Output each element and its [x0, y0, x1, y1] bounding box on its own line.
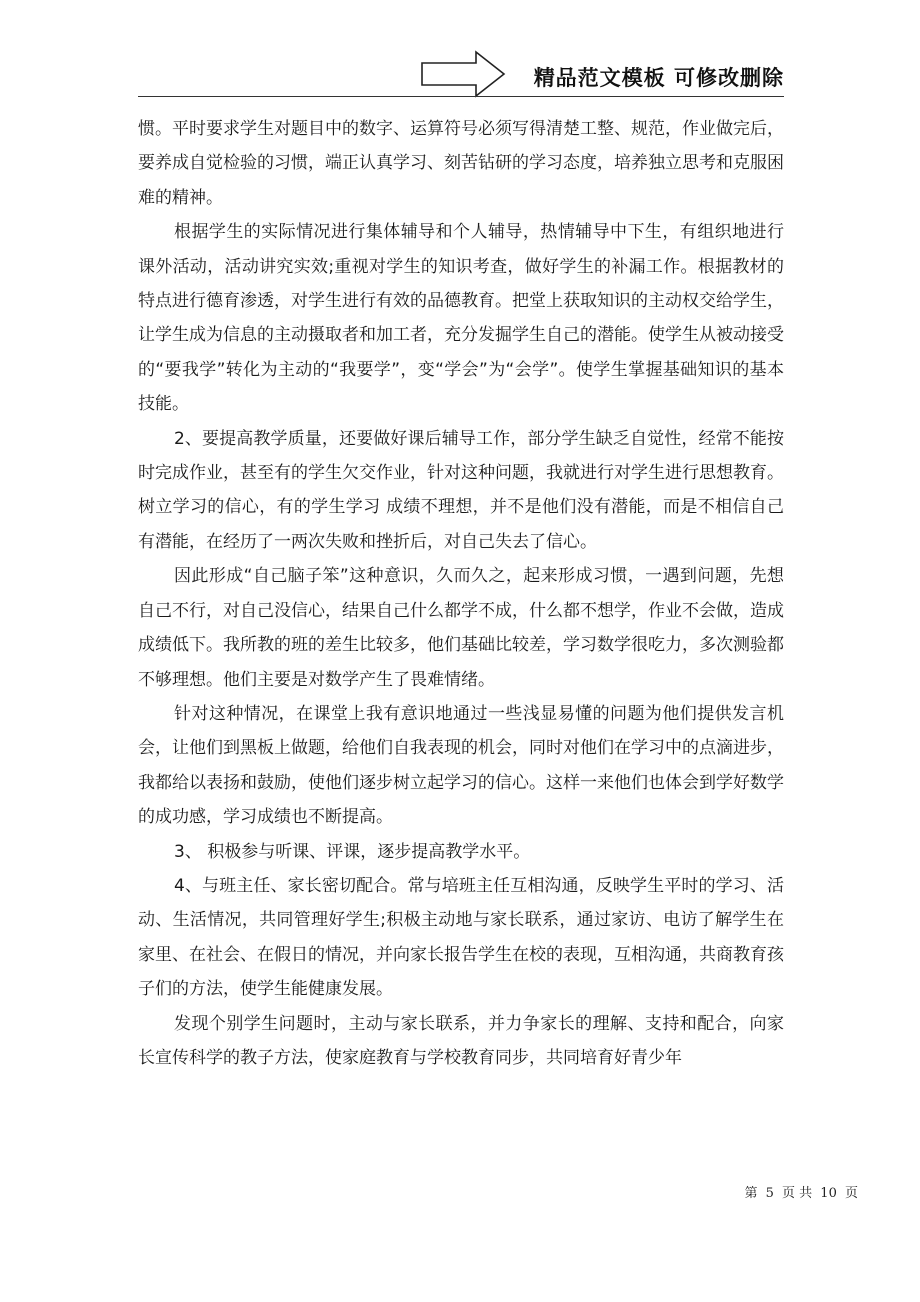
paragraph: 针对这种情况，在课堂上我有意识地通过一些浅显易懂的问题为他们提供发言机会，让他们到黑板上做题，给他们自我表现的机会，同时对他们在学习中的点滴进步，我都给以表扬和鼓励，使他们逐步树立起学习的信心。这样一来他们也体会到学好数学的成功感，学习成绩也不断提高。	[138, 703, 784, 828]
paragraph-continuation: 惯。平时要求学生对题目中的数字、运算符号必须写得清楚工整、规范，作业做完后，要养成自觉检验的习惯，端正认真学习、刻苦钻研的学习态度，培养独立思考和克服困难的精神。	[138, 119, 784, 208]
footer-middle: 页 共	[782, 1186, 813, 1201]
document-body	[138, 112, 784, 1075]
paragraph: 发现个别学生问题时，主动与家长联系，并力争家长的理解、支持和配合，向家长宣传科学的教子方法，使家庭教育与学校教育同步，共同培育好青少年	[138, 1013, 784, 1068]
page-footer	[742, 1182, 860, 1201]
header-title: 精品范文模板 可修改删除	[533, 66, 784, 90]
footer-total-pages: 10	[820, 1186, 837, 1201]
footer-page-number: 5	[765, 1186, 774, 1201]
arrow-right-icon	[420, 50, 506, 98]
paragraph: 2、要提高教学质量，还要做好课后辅导工作，部分学生缺乏自觉性，经常不能按时完成作业，甚至有的学生欠交作业，针对这种问题，我就进行对学生进行思想教育。树立学习的信心，有的学生学习 成绩不理想，并不是他们没有潜能，而是不相信自己有潜能，在经历了一两次失败和挫折后，对自己失去了信心。	[138, 428, 784, 552]
footer-prefix: 第	[744, 1186, 758, 1201]
paragraph: 3、 积极参与听课、评课，逐步提高教学水平。	[174, 841, 531, 862]
paragraph: 4、与班主任、家长密切配合。常与培班主任互相沟通，反映学生平时的学习、活动、生活情况，共同管理好学生;积极主动地与家长联系，通过家访、电访了解学生在家里、在社会、在假日的情况，并向家长报告学生在校的表现，互相沟通，共商教育孩子们的方法，使学生能健康发展。	[138, 875, 784, 1000]
page-header	[138, 50, 784, 98]
footer-suffix: 页	[844, 1186, 858, 1201]
header-rule	[138, 96, 784, 97]
paragraph: 根据学生的实际情况进行集体辅导和个人辅导，热情辅导中下生，有组织地进行课外活动，活动讲究实效;重视对学生的知识考查，做好学生的补漏工作。根据教材的特点进行德育渗透，对学生进行有效的品德教育。把堂上获取知识的主动权交给学生，让学生成为信息的主动摄取者和加工者，充分发掘学生自己的潜能。使学生从被动接受的“要我学”转化为主动的“我要学”，变“学会”为“会学”。使学生掌握基础知识的基本技能。	[138, 222, 784, 415]
paragraph: 因此形成“自己脑子笨”这种意识，久而久之，起来形成习惯，一遇到问题，先想自己不行，对自己没信心，结果自己什么都学不成，什么都不想学，作业不会做，造成成绩低下。我所教的班的差生比较多，他们基础比较差，学习数学很吃力，多次测验都不够理想。他们主要是对数学产生了畏难情绪。	[138, 566, 784, 690]
